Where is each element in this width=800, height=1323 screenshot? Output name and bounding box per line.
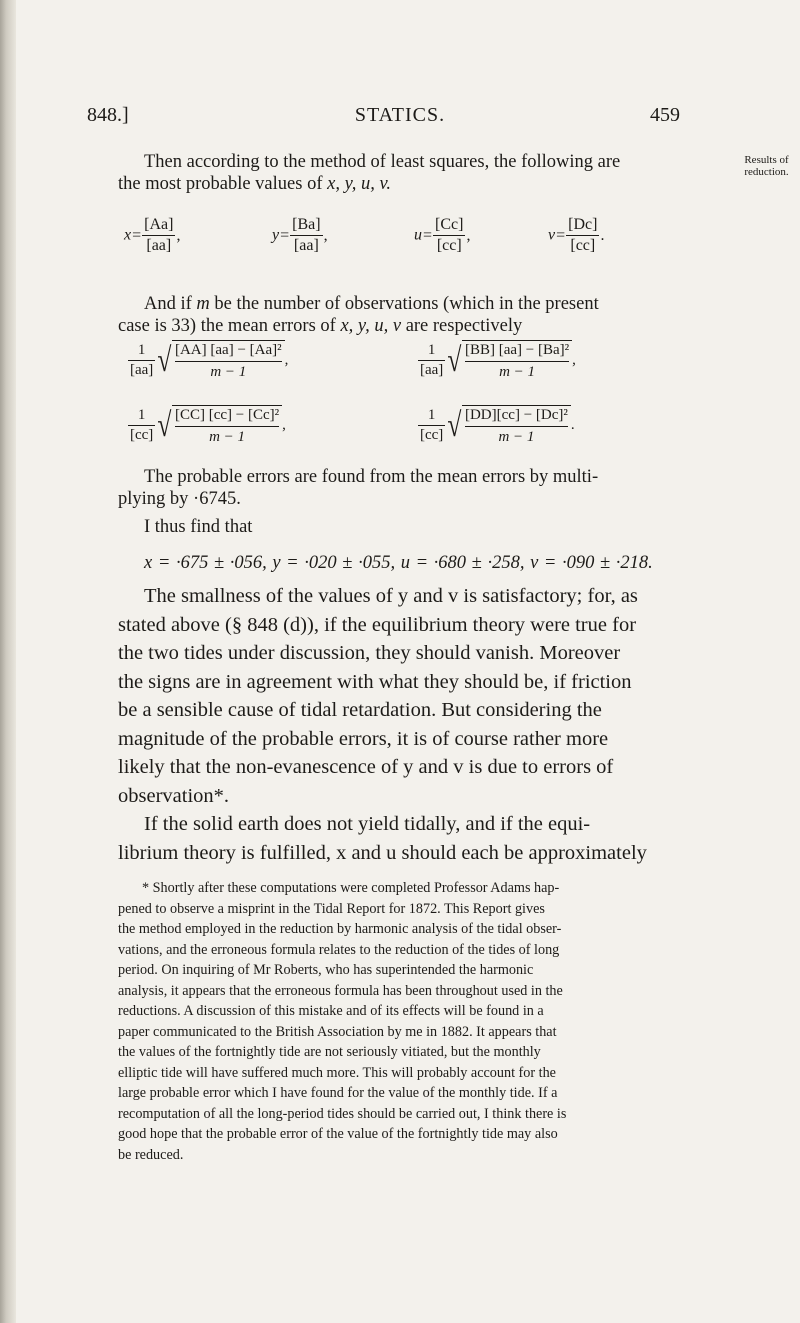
equation-y: y= $\frac{[Ba]}{[aa]}$ , [272,216,328,254]
footnote-line: vations, and the erroneous formula relates to the reduction of the tides of long [118,941,560,958]
eq-separator: , [466,226,471,244]
radicand: [AA] [aa] − [Aa]² [175,342,282,362]
separator: , [282,416,286,433]
equation-u: u= $\frac{[Cc]}{[cc]}$ , [414,216,471,254]
radicand-denominator: m − 1 [210,364,247,380]
square-root: √ $\frac{\text{[CC] [cc] − [Cc]²}}{m - 1}$ [155,405,282,446]
text-line: the signs are in agreement with what they should be, if friction [118,670,632,693]
separator: . [570,416,575,433]
intro-line: the most probable values of [118,174,328,194]
intro-variables: x, y, u, v [340,316,402,336]
intro-line: Then according to the method of least squares, the following are [144,152,621,172]
fraction-numerator: 1 [128,343,155,361]
variable-m: m [196,294,210,314]
separator: , [572,351,576,368]
mean-error-y [418,340,576,381]
fraction-numerator: [Ba] [290,217,322,236]
text-line: plying by ·6745. [118,489,241,509]
coefficient [418,408,445,443]
results-line: x = ·675 ± ·056, y = ·020 ± ·055, u = ·680 ± ·258, v = ·090 ± ·218. [144,553,653,573]
section-number: 848.] [87,104,129,126]
probable-errors-paragraph [118,466,721,510]
coefficient [418,343,445,378]
fraction [290,217,322,254]
fraction [142,217,175,254]
text-run: And if [144,294,197,314]
text-line: likely that the non-evanescence of y and v is due to errors of [118,756,614,778]
fraction-denominator: [aa] [130,362,154,378]
text-line: If the solid earth does not yield tidally, and if the equi- [144,813,591,835]
eq-variable: y [272,226,280,244]
footnote-line: paper communicated to the British Association by me in 1882. It appears that [118,1023,557,1040]
footnote-line: the values of the fortnightly tide are not seriously vitiated, but the monthly [118,1044,541,1060]
footnote-line: the method employed in the reduction by harmonic analysis of the tidal obser- [118,921,562,937]
radicand-denominator: m − 1 [498,429,535,445]
text-line: librium theory is fulfilled, x and u should each be approximately [118,841,647,864]
intro-paragraph [118,151,721,195]
smallness-paragraph [118,582,721,810]
radicand: [CC] [cc] − [Cc]² [175,407,279,427]
coefficient [128,408,155,443]
text-line: magnitude of the probable errors, it is of course rather more [118,727,609,750]
margin-note [733,154,800,178]
mean-error-v [418,405,575,446]
footnote-line: pened to observe a misprint in the Tidal Report for 1872. This Report gives [118,900,545,917]
eq-variable: u [414,226,422,244]
text-line: The probable errors are found from the mean errors by multi- [144,467,599,487]
running-title: STATICS. [354,104,446,126]
footnote-line: be reduced. [118,1146,184,1163]
footnote-line: reductions. A discussion of this mistake and of its effects will be found in a [118,1003,544,1019]
fraction [433,217,465,254]
footnote-line: * Shortly after these computations were completed Professor Adams hap- [142,880,560,896]
text-run: case is 33) the mean errors of [118,316,341,336]
eq-variable: x [124,226,132,244]
thus-line: I thus find that [144,517,253,537]
fraction-numerator: [Cc] [433,217,465,236]
square-root: √ $\frac{\text{[AA] [aa] − [Aa]²}}{m - 1}$ [155,340,284,381]
fraction-denominator: [aa] [420,362,444,378]
coefficient [128,343,155,378]
footnote-line: elliptic tide will have suffered much more. This will probably account for the [118,1064,556,1081]
radicand: [BB] [aa] − [Ba]² [465,342,569,362]
fraction-denominator: [cc] [436,237,462,254]
mean-error-x [128,340,288,381]
square-root: √ $\frac{\text{[DD][cc] − [Dc]²}}{m - 1}$ [445,405,571,446]
radicand-denominator: m − 1 [499,364,536,380]
eq-variable: v [548,226,556,244]
radicand-denominator: m − 1 [209,429,246,445]
equation-v: v= $\frac{[Dc]}{[cc]}$ . [548,216,605,254]
fraction-denominator: [aa] [293,237,319,254]
running-header [0,104,800,134]
text-line: observation*. [118,784,230,807]
footnote-line: analysis, it appears that the erroneous formula has been throughout used in the [118,982,563,999]
fraction-denominator: [aa] [146,237,172,254]
page-number: 459 [650,104,680,126]
footnote-line: large probable error which I have found for the value of the monthly tide. If a [118,1085,558,1101]
fraction-numerator: 1 [128,408,155,426]
fraction-denominator: [cc] [570,237,596,254]
text-run: are respectively [401,316,523,336]
fraction-denominator: [cc] [130,427,154,443]
text-run: be the number of observations (which in the present [209,294,599,314]
fraction-numerator: 1 [418,343,445,361]
footnote-line: recomputation of all the long-period tides should be carried out, I think there is [118,1105,567,1122]
eq-separator: , [323,226,328,244]
mean-error-u [128,405,286,446]
equation-x: x= $\frac{[Aa]}{[aa]}$ , [124,216,181,254]
square-root: √ $\frac{\text{[BB] [aa] − [Ba]²}}{m - 1}$ [445,340,572,381]
radicand: [DD][cc] − [Dc]² [465,407,568,427]
text-line: be a sensible cause of tidal retardation. But considering the [118,699,602,721]
fraction-numerator: 1 [418,408,445,426]
book-spine-shadow [0,0,16,1323]
margin-note-line: Results of [744,154,789,166]
eq-separator: . [600,226,605,244]
footnote-line: period. On inquiring of Mr Roberts, who has superintended the harmonic [118,962,534,978]
solid-earth-paragraph [118,810,721,867]
fraction [566,217,599,254]
fraction-numerator: [Dc] [566,217,599,236]
eq-separator: , [176,226,181,244]
text-line: the two tides under discussion, they should vanish. Moreover [118,642,621,664]
separator: , [284,351,289,368]
text-line: The smallness of the values of y and v is satisfactory; for, as [144,585,638,607]
fraction-denominator: [cc] [420,427,444,443]
intro-variables: x, y, u, v. [327,174,391,194]
footnote-line: good hope that the probable error of the value of the fortnightly tide may also [118,1126,558,1142]
fraction-numerator: [Aa] [142,217,175,236]
text-line: stated above (§ 848 (d)), if the equilibrium theory were true for [118,613,637,636]
margin-note-line: reduction. [744,166,789,178]
footnote [118,878,721,1165]
observations-paragraph [118,293,721,337]
